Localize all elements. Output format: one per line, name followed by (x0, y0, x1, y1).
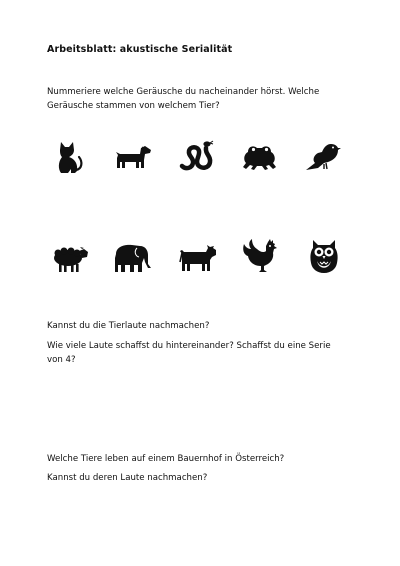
question-farm: Welche Tiere leben auf einem Bauernhof in Österreich? (47, 454, 285, 464)
question-series-line-1: Wie viele Laute schaffst du hintereinander? Schaffst du eine Serie (47, 341, 331, 351)
elephant-icon (112, 236, 152, 276)
cat-icon (48, 136, 88, 176)
frog-icon (240, 136, 280, 176)
instruction-text (47, 86, 367, 113)
owl-icon (304, 236, 344, 276)
question-imitate: Kannst du die Tierlaute nachmachen? (47, 321, 210, 331)
snake-icon (176, 136, 216, 176)
bird-icon (302, 136, 342, 176)
question-series (47, 340, 367, 367)
rooster-icon (240, 236, 280, 276)
worksheet-title: Arbeitsblatt: akustische Serialität (47, 44, 233, 55)
animal-icons-row-1 (0, 136, 400, 186)
question-series-line-2: von 4? (47, 354, 76, 365)
cow-icon (178, 236, 218, 276)
question-farm-sounds: Kannst du deren Laute nachmachen? (47, 473, 208, 483)
sheep-icon (50, 236, 90, 276)
animal-icons-row-2 (0, 236, 400, 286)
instruction-line-2: Geräusche stammen von welchem Tier? (47, 100, 220, 111)
instruction-line-1: Nummeriere welche Geräusche du nacheinander hörst. Welche (47, 87, 320, 97)
dog-icon (112, 136, 152, 176)
